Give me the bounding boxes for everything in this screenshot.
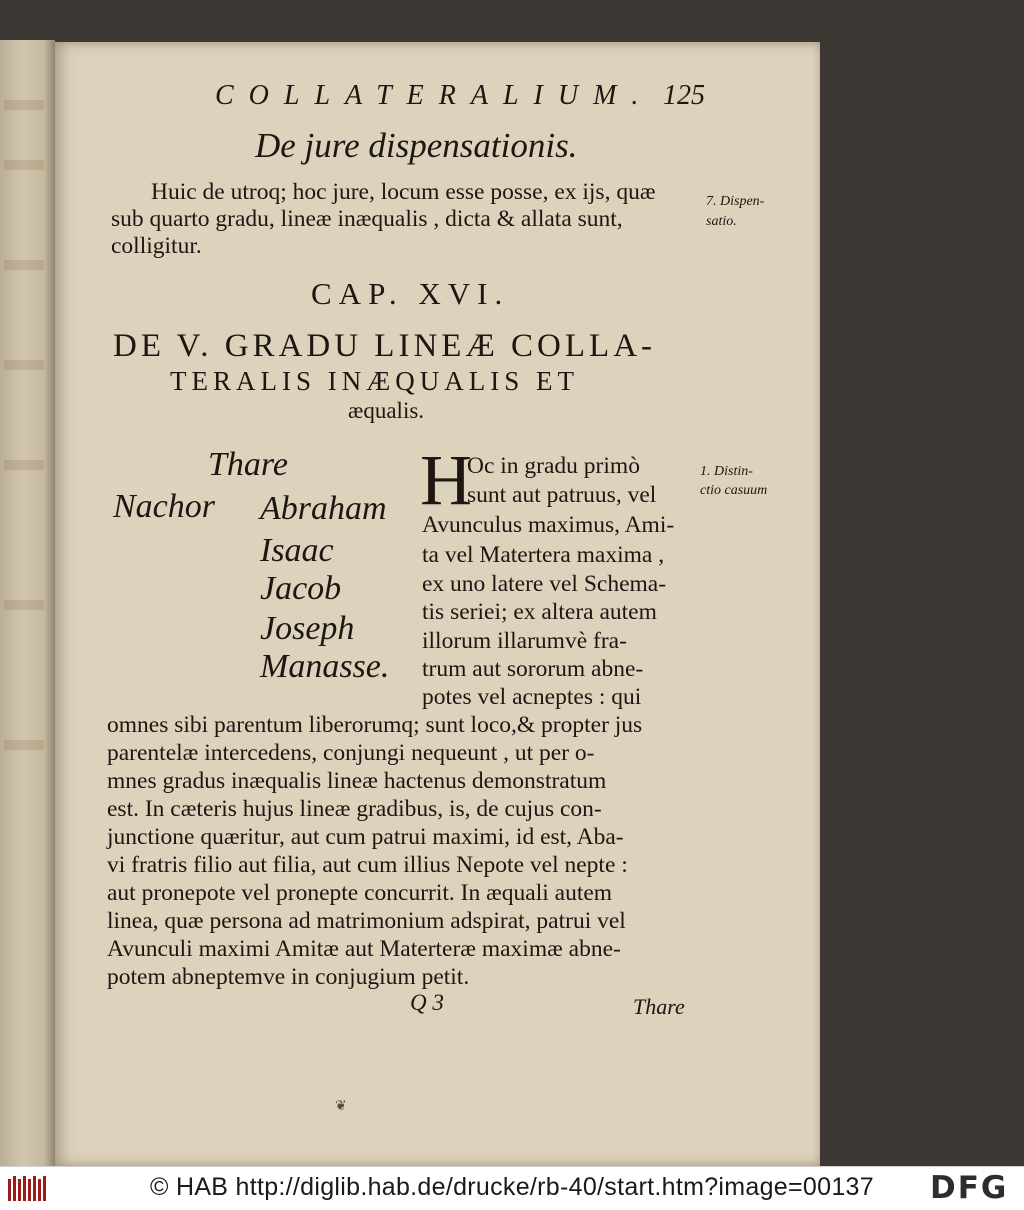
- genealogy-name: Jacob: [260, 570, 342, 607]
- body-line: est. In cæteris hujus lineæ gradibus, is, de cujus con-: [107, 796, 602, 822]
- body-line: Avunculus maximus, Ami-: [422, 512, 675, 538]
- chapter-heading: CAP. XVI.: [311, 276, 510, 311]
- catchword: Thare: [633, 994, 685, 1019]
- body-line: illorum illarumvè fra-: [422, 628, 627, 654]
- intro-line: sub quarto gradu, lineæ inæqualis , dicta & allata sunt,: [111, 206, 623, 232]
- copyright-url[interactable]: © HAB http://diglib.hab.de/drucke/rb-40/start.htm?image=00137: [150, 1173, 874, 1201]
- intro-line: Huic de utroq; hoc jure, locum esse posse, ex ijs, quæ: [151, 179, 656, 205]
- genealogy-name: Isaac: [260, 532, 334, 569]
- body-line: potem abneptemve in conjugium petit.: [107, 964, 470, 990]
- margin-note: ctio casuum: [700, 483, 768, 498]
- body-line: Avunculi maximi Amitæ aut Materteræ maximæ abne-: [107, 936, 621, 962]
- signature-mark: Q 3: [410, 990, 444, 1015]
- body-line: omnes sibi parentum liberorumq; sunt loco,& propter jus: [107, 712, 643, 738]
- genealogy-name: Thare: [208, 446, 288, 483]
- viewer-footer: [0, 1166, 1024, 1210]
- body-line: vi fratris filio aut filia, aut cum illius Nepote vel nepte :: [107, 852, 628, 878]
- body-line: aut pronepote vel pronepte concurrit. In æquali autem: [107, 880, 613, 906]
- chapter-title-line: æqualis.: [348, 398, 425, 423]
- hab-logo-icon: [6, 1173, 50, 1203]
- body-line: ex uno latere vel Schema-: [422, 571, 667, 597]
- chapter-title-line: DE V. GRADU LINEÆ COLLA-: [113, 328, 657, 364]
- body-line: junctione quæritur, aut cum patrui maximi, id est, Aba-: [107, 824, 624, 850]
- body-line: trum aut sororum abne-: [422, 656, 644, 682]
- genealogy-name: Nachor: [113, 488, 215, 525]
- body-line: Oc in gradu primò: [467, 453, 640, 479]
- genealogy-name: Joseph: [260, 610, 355, 647]
- ornament-icon: ❦: [335, 1098, 347, 1114]
- page-number: 125: [663, 80, 705, 111]
- margin-note: 1. Distin-: [700, 464, 753, 479]
- body-line: ta vel Matertera maxima ,: [422, 542, 665, 568]
- book-page: [55, 42, 820, 1166]
- body-line: potes vel acneptes : qui: [422, 684, 642, 710]
- section-heading: De jure dispensationis.: [255, 126, 578, 165]
- body-line: mnes gradus inæqualis lineæ hactenus demonstratum: [107, 768, 607, 794]
- genealogy-name: Manasse.: [260, 648, 390, 685]
- body-line: sunt aut patruus, vel: [467, 482, 657, 508]
- previous-page-edge: [0, 40, 55, 1166]
- drop-cap: H: [420, 440, 472, 520]
- chapter-title-line: TERALIS INÆQUALIS ET: [170, 366, 579, 396]
- margin-note: 7. Dispen-: [706, 194, 765, 209]
- genealogy-name: Abraham: [260, 490, 387, 527]
- intro-line: colligitur.: [111, 233, 202, 259]
- body-line: tis seriei; ex altera autem: [422, 599, 657, 625]
- dfg-logo: DFG: [930, 1170, 1009, 1206]
- body-line: linea, quæ persona ad matrimonium adspirat, patrui vel: [107, 908, 626, 934]
- margin-note: satio.: [706, 214, 737, 229]
- running-head: COLLATERALIUM.: [215, 80, 654, 111]
- body-line: parentelæ intercedens, conjungi nequeunt , ut per o-: [107, 740, 595, 766]
